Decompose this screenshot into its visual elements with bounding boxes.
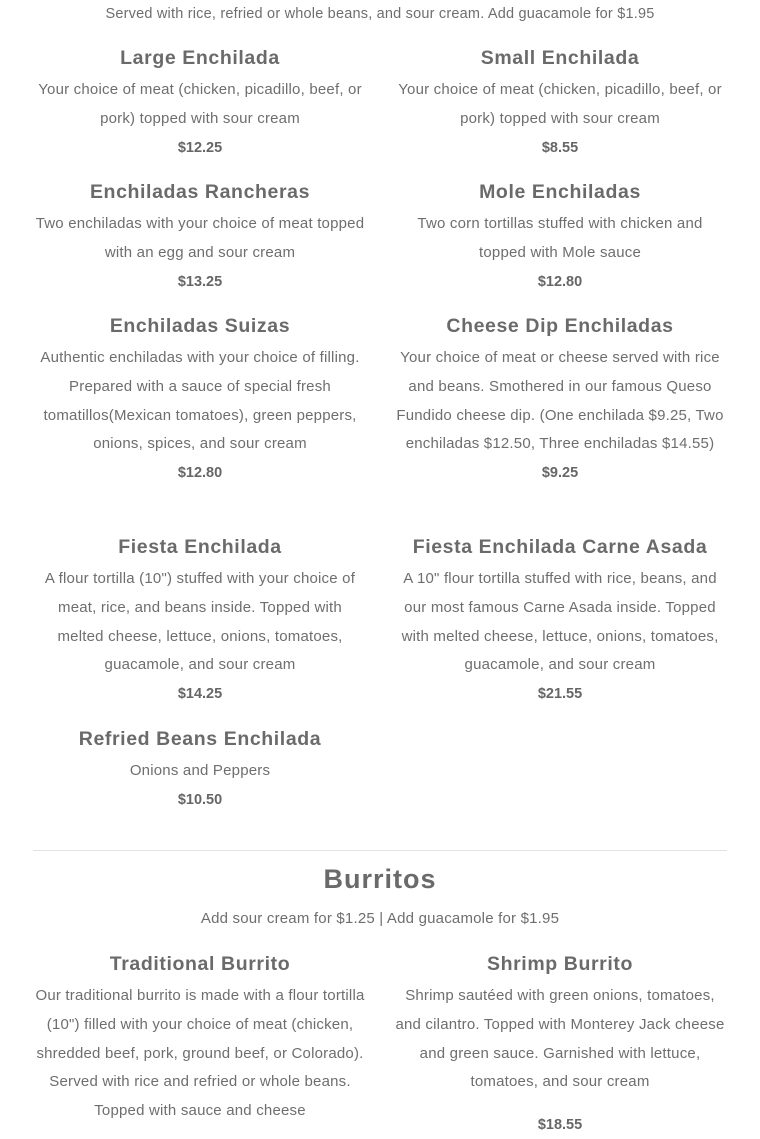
menu-item-cheese-dip-enchiladas [395,312,725,487]
item-price: $14.25 [177,686,223,703]
menu-item-large-enchilada [35,44,365,162]
item-description: A flour tortilla (10") stuffed with your choice of meat, rice, and beans inside. Topped with melted cheese, lettuce, onions, tomatoes, guacamole, and sour cream [44,570,356,674]
menu-item-refried-beans-enchilada [35,725,365,814]
item-description: Two enchiladas with your choice of meat topped with an egg and sour cream [35,215,365,261]
item-description: Your choice of meat or cheese served with rice and beans. Smothered in our famous Queso Fundido cheese dip. (One enchilada $9.25, Two enchiladas $12.50, Three enchiladas $14.55) [396,349,724,453]
item-price: $10.50 [177,791,223,808]
item-name: Small Enchilada [480,47,640,69]
item-name: Large Enchilada [120,47,280,69]
item-description: Your choice of meat (chicken, picadillo, beef, or pork) topped with sour cream [38,81,362,127]
menu-item-fiesta-enchilada-carne-asada [395,533,725,708]
item-name: Traditional Burrito [109,953,291,975]
item-price: $12.80 [537,273,583,290]
item-price: $18.55 [537,1117,583,1134]
item-description: A 10" flour tortilla stuffed with rice, beans, and our most famous Carne Asada inside. Topped with melted cheese, lettuce, onions, tomatoes, guacamole, and sour cream [401,570,719,674]
menu-item-small-enchilada [395,44,725,162]
menu-item-enchiladas-rancheras [35,178,365,296]
item-description: Your choice of meat (chicken, picadillo, beef, or pork) topped with sour cream [398,81,722,127]
item-price: $21.55 [537,686,583,703]
item-price: $12.25 [177,139,223,156]
item-name: Mole Enchiladas [479,181,641,203]
item-name: Refried Beans Enchilada [78,728,322,750]
item-price: $9.25 [541,465,579,482]
item-price: $13.25 [177,273,223,290]
item-name: Cheese Dip Enchiladas [446,315,674,337]
section-intro: Served with rice, refried or whole beans, and sour cream. Add guacamole for $1.95 [105,6,655,22]
item-description: Shrimp sautéed with green onions, tomatoes, and cilantro. Topped with Monterey Jack cheese and green sauce. Garnished with lettuce, tomatoes, and sour cream [395,987,725,1091]
menu-item-shrimp-burrito [395,950,725,1139]
item-description: Onions and Peppers [129,762,271,779]
menu-item-traditional-burrito [35,950,365,1126]
section-divider [33,850,727,851]
item-name: Fiesta Enchilada Carne Asada [412,536,708,558]
item-name: Enchiladas Rancheras [89,181,311,203]
menu-item-fiesta-enchilada [35,533,365,708]
item-description: Two corn tortillas stuffed with chicken and topped with Mole sauce [417,215,703,261]
item-name: Enchiladas Suizas [109,315,291,337]
item-name: Fiesta Enchilada [118,536,282,558]
item-price: $12.80 [177,465,223,482]
menu-item-mole-enchiladas [395,178,725,296]
item-description: Our traditional burrito is made with a flour tortilla (10") filled with your choice of meat (chicken, shredded beef, pork, ground beef, or Colorado). Served with rice and refried or whole beans. Topped with sauce and cheese [35,987,365,1120]
section-subtitle: Add sour cream for $1.25 | Add guacamole for $1.95 [200,910,560,927]
item-name: Shrimp Burrito [487,953,633,975]
menu-item-enchiladas-suizas [35,312,365,487]
item-price: $8.55 [541,139,579,156]
item-description: Authentic enchiladas with your choice of filling. Prepared with a sauce of special fresh tomatillos(Mexican tomatoes), green peppers, onions, spices, and sour cream [40,349,360,453]
section-title-burritos: Burritos [323,864,437,894]
